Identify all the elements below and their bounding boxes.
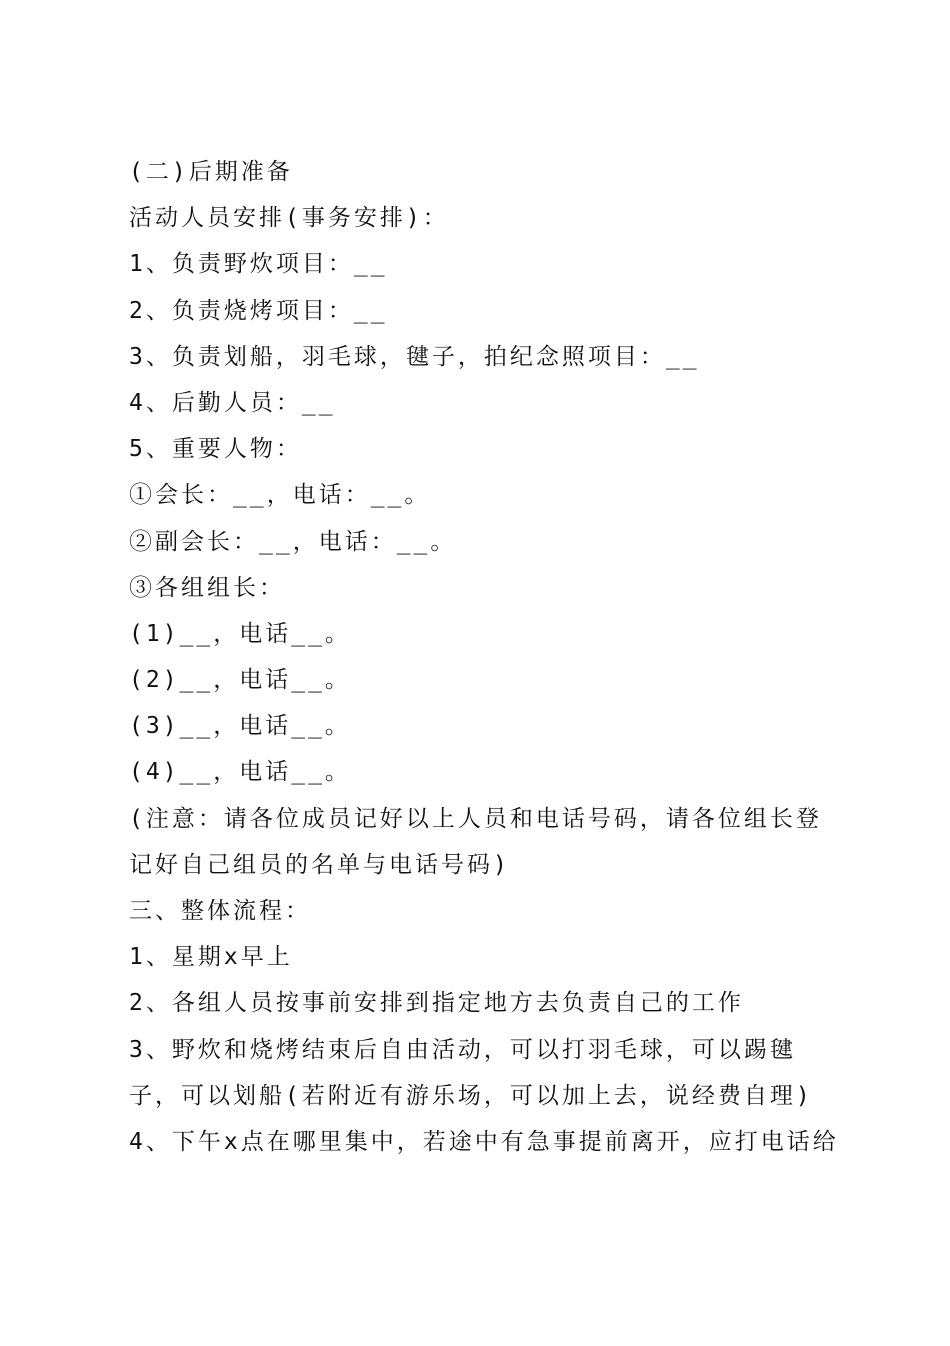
group-leader-item: (1)__，电话__。 <box>129 620 351 647</box>
contact-item: ②副会长：__，电话：__。 <box>129 528 457 555</box>
process-item: 2、各组人员按事前安排到指定地方去负责自己的工作 <box>129 990 744 1017</box>
note-paragraph-line: (注意：请各位成员记好以上人员和电话号码，请各位组长登 <box>129 805 822 832</box>
contact-item: ③各组组长： <box>129 574 285 601</box>
contact-item: ①会长：__，电话：__。 <box>129 482 431 509</box>
note-paragraph-line: 记好自己组员的名单与电话号码) <box>129 851 510 878</box>
list-item: 4、后勤人员：__ <box>129 389 336 416</box>
list-item: 2、负责烧烤项目：__ <box>129 297 388 324</box>
list-item: 1、负责野炊项目：__ <box>129 251 388 278</box>
list-item: 5、重要人物： <box>129 436 302 463</box>
section-heading-overall-process: 三、整体流程： <box>129 898 311 924</box>
group-leader-item: (2)__，电话__。 <box>129 667 351 694</box>
process-item-continued: 子，可以划船(若附近有游乐场，可以加上去，说经费自理) <box>129 1082 813 1109</box>
process-item: 4、下午x点在哪里集中，若途中有急事提前离开，应打电话给 <box>129 1128 839 1155</box>
list-item: 3、负责划船，羽毛球，毽子，拍纪念照项目：__ <box>129 343 700 370</box>
staff-arrangement-heading: 活动人员安排(事务安排)： <box>129 205 449 232</box>
group-leader-item: (4)__，电话__。 <box>129 759 351 786</box>
document-body <box>129 152 849 1168</box>
group-leader-item: (3)__，电话__。 <box>129 713 351 740</box>
process-item: 3、野炊和烧烤结束后自由活动，可以打羽毛球，可以踢毽 <box>129 1036 796 1063</box>
process-item: 1、星期x早上 <box>129 944 293 971</box>
section-heading-later-preparation: (二)后期准备 <box>129 159 293 185</box>
